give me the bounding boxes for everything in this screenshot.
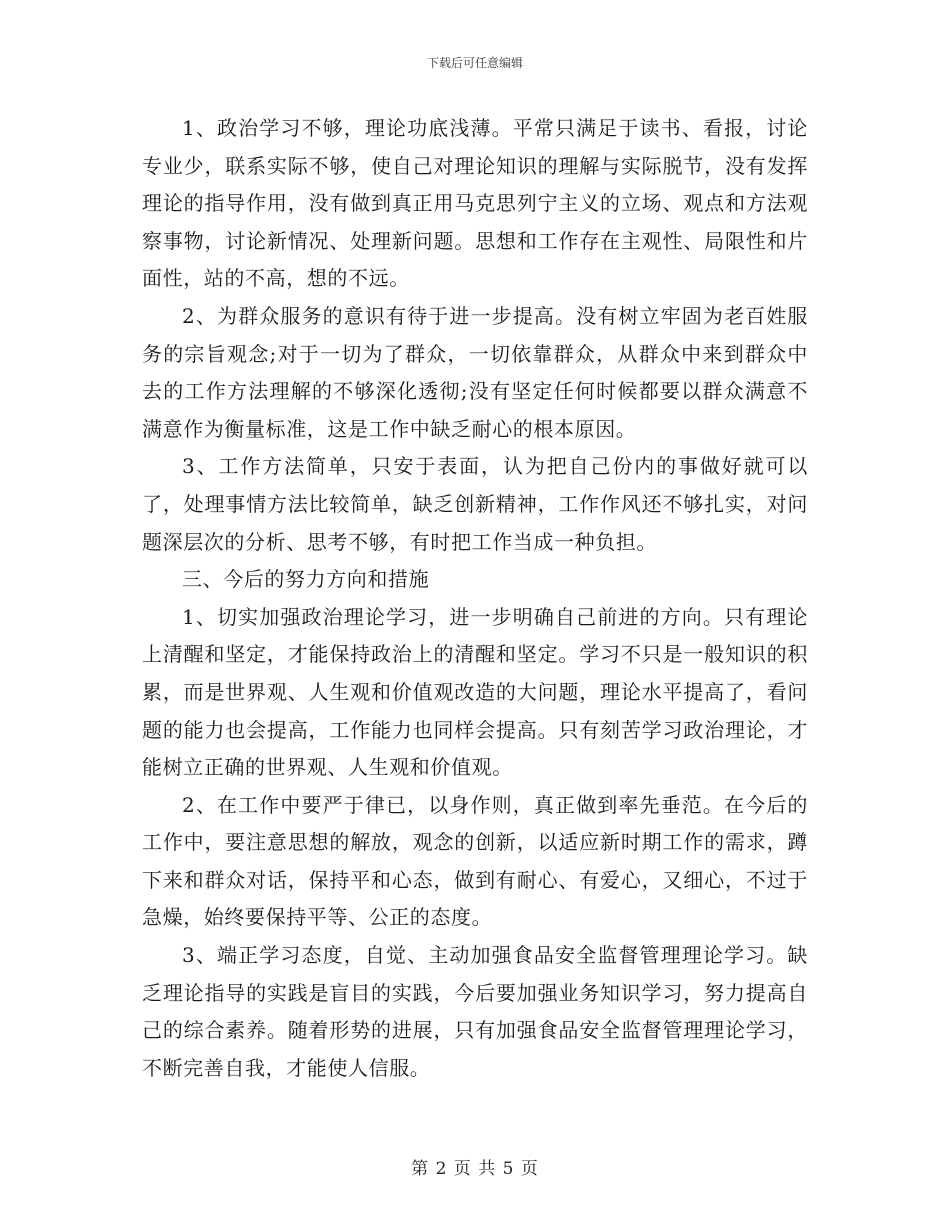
page-footer: 第 2 页 共 5 页 [411,1159,539,1179]
document-body [142,110,808,1087]
page-header: 下载后可任意编辑 [426,56,523,70]
paragraph-3: 3、工作方法简单，只安于表面，认为把自己份内的事做好就可以了，处理事情方法比较简单，缺乏创新精神，工作作风还不够扎实，对问题深层次的分析、思考不够，有时把工作当成一种负担。 [142,454,808,554]
paragraph-6: 3、端正学习态度，自觉、主动加强食品安全监督管理理论学习。缺乏理论指导的实践是盲目的实践，今后要加强业务知识学习，努力提高自己的综合素养。随着形势的进展，只有加强食品安全监督管理理论学习，不断完善自我，才能使人信服。 [142,943,808,1080]
paragraph-5: 2、在工作中要严于律已，以身作则，真正做到率先垂范。在今后的工作中，要注意思想的解放，观念的创新，以适应新时期工作的需求，蹲下来和群众对话，保持平和心态，做到有耐心、有爱心，又细心，不过于急燥，始终要保持平等、公正的态度。 [142,792,808,930]
section-heading: 三、今后的努力方向和措施 [182,567,430,592]
paragraph-4: 1、切实加强政治理论学习，进一步明确自己前进的方向。只有理论上清醒和坚定，才能保持政治上的清醒和坚定。学习不只是一般知识的积累，而是世界观、人生观和价值观改造的大问题，理论水平提高了，看问题的能力也会提高，工作能力也同样会提高。只有刻苦学习政治理论，才能树立正确的世界观、人生观和价值观。 [142,604,808,780]
paragraph-1: 1、政治学习不够，理论功底浅薄。平常只满足于读书、看报，讨论专业少，联系实际不够，使自己对理论知识的理解与实际脱节，没有发挥理论的指导作用，没有做到真正用马克思列宁主义的立场、观点和方法观察事物，讨论新情况、处理新问题。思想和工作存在主观性、局限性和片面性，站的不高，想的不远。 [142,116,808,291]
paragraph-2: 2、为群众服务的意识有待于进一步提高。没有树立牢固为老百姓服务的宗旨观念;对于一切为了群众，一切依靠群众，从群众中来到群众中去的工作方法理解的不够深化透彻;没有坚定任何时候都要以群众满意不满意作为衡量标准，这是工作中缺乏耐心的根本原因。 [142,303,808,441]
